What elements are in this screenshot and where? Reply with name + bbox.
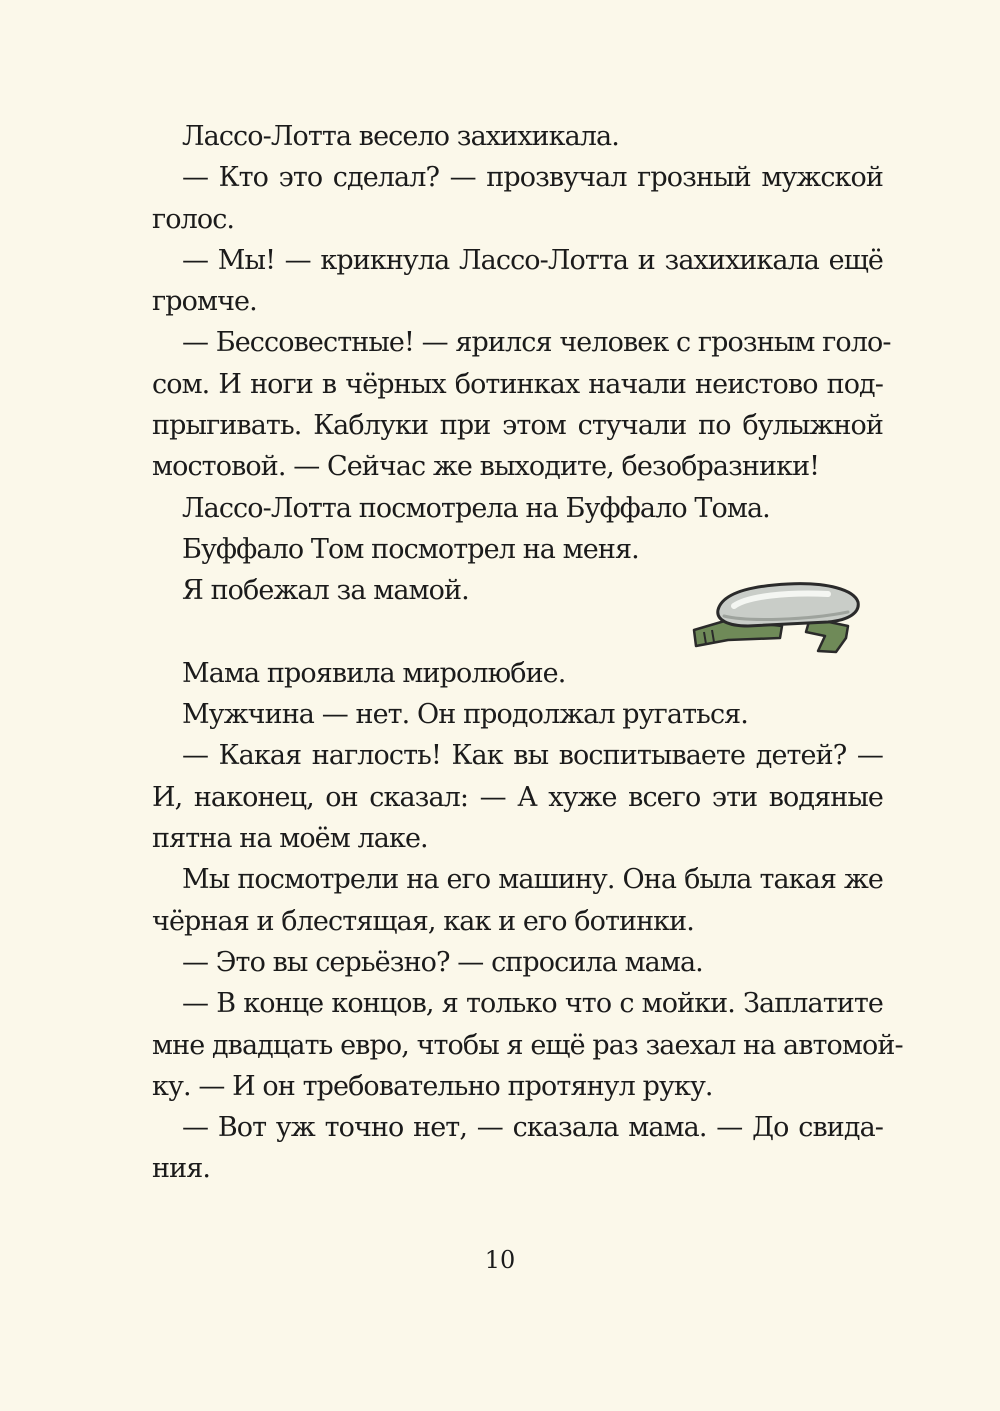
text-line: Мы посмотрели на его машину. Она была такая же [182,864,883,896]
text-line: Лассо-Лотта посмотрела на Буффало Тома. [182,492,770,524]
text-line: прыгивать. Каблуки при этом стучали по булыжной [152,410,883,442]
text-line: чёрная и блестящая, как и его ботинки. [152,905,694,937]
text-line: — Кто это сделал? — прозвучал грозный мужской [182,162,883,194]
text-line: — Вот уж точно нет, — сказала мама. — До свида- [182,1112,883,1144]
text-line: сом. И ноги в чёрных ботинках начали неистово под- [152,368,883,400]
page-number: 10 [484,1246,516,1274]
text-line: ку. — И он требовательно протянул руку. [152,1070,713,1102]
text-line: Буффало Том посмотрел на меня. [182,533,639,565]
text-line: — В конце концов, я только что с мойки. Заплатите [182,988,883,1020]
text-line: — Какая наглость! Как вы воспитываете детей? — [182,740,883,772]
text-line: Мама проявила миролюбие. [182,657,566,689]
text-line: голос. [152,203,235,235]
text-line: Я побежал за мамой. [182,575,469,607]
water-gun-icon [688,578,864,660]
text-line: И, наконец, он сказал: — А хуже всего эти водяные [152,781,883,813]
text-line: Лассо-Лотта весело захихикала. [182,121,619,152]
text-line: пятна на моём лаке. [152,823,428,855]
text-line: ния. [152,1153,211,1185]
text-line: — Бессовестные! — ярился человек с грозным голо- [182,327,891,359]
text-line: — Мы! — крикнула Лассо-Лотта и захихикала ещё [182,244,883,276]
text-line: мне двадцать евро, чтобы я ещё раз заехал на автомой- [152,1029,903,1061]
text-line: Мужчина — нет. Он продолжал ругаться. [182,699,748,731]
text-line: — Это вы серьёзно? — спросила мама. [182,946,703,978]
text-line: громче. [152,286,257,318]
text-line: мостовой. — Сейчас же выходите, безобразники! [152,451,820,483]
